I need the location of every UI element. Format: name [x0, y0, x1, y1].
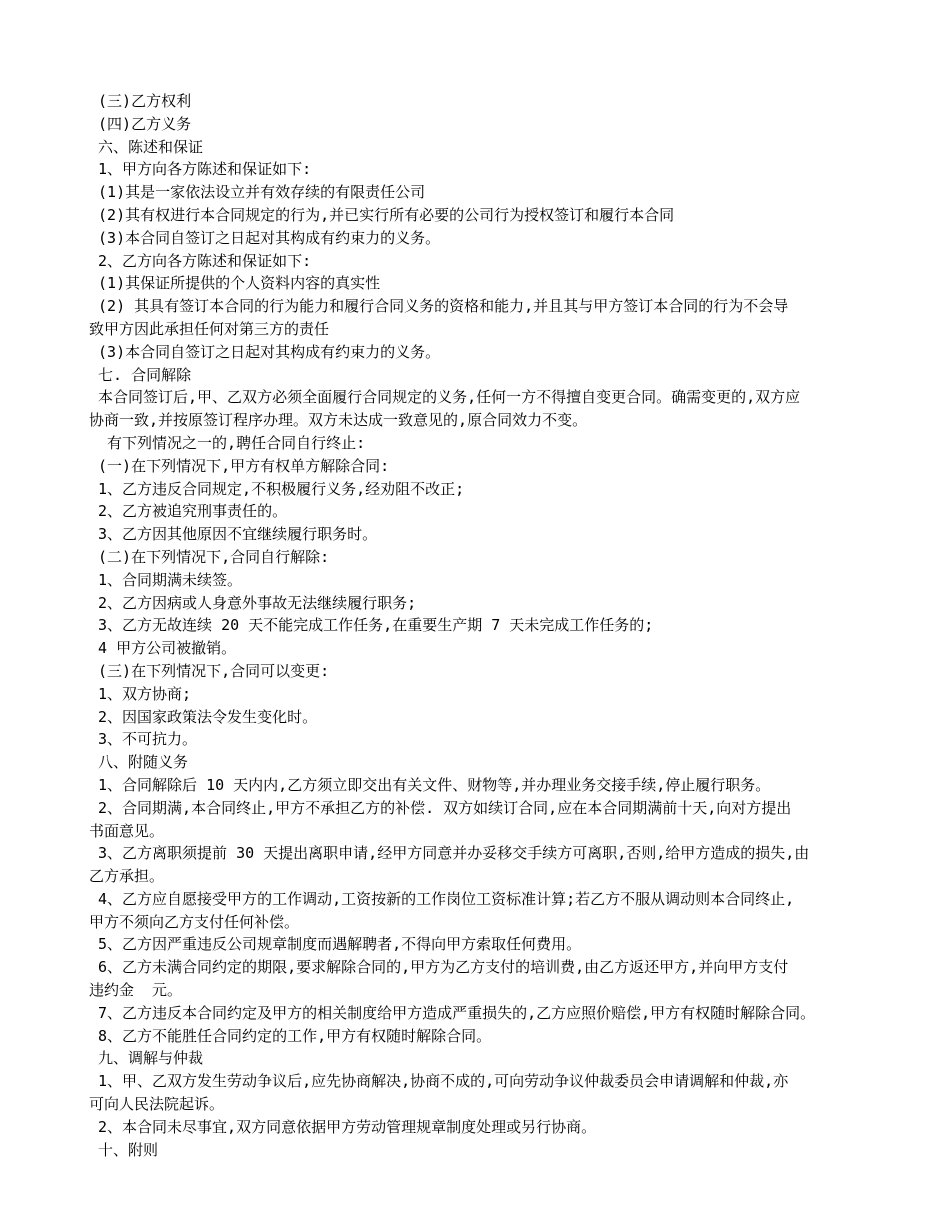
text-line: 2、乙方被追究刑事责任的。 [89, 502, 288, 521]
text-line: 7、乙方违反本合同约定及甲方的相关制度给甲方造成严重损失的,乙方应照价赔偿,甲方有权随时解除合同。 [89, 1003, 816, 1022]
text-line: (一)在下列情况下,甲方有权单方解除合同: [89, 456, 390, 475]
text-line: 有下列情况之一的,聘任合同自行终止: [89, 433, 366, 452]
text-line: (三)乙方权利 [89, 92, 192, 110]
text-line: 2、乙方向各方陈述和保证如下: [89, 251, 312, 270]
text-line: (3)本合同自签订之日起对其构成有约束力的义务。 [89, 228, 441, 247]
text-line: 1、合同解除后 10 天内内,乙方须立即交出有关文件、财物等,并办理业务交接手续,停止履行职务。 [89, 775, 771, 794]
text-line: (2) 其具有签订本合同的行为能力和履行合同义务的资格和能力,并且其与甲方签订本合同的行为不会导 [89, 297, 789, 316]
text-line: 1、双方协商; [89, 684, 192, 703]
text-line: 2、本合同未尽事宜,双方同意依据甲方劳动管理规章制度处理或另行协商。 [89, 1117, 597, 1136]
text-line: 甲方不须向乙方支付任何补偿。 [89, 912, 300, 931]
text-line: 致甲方因此承担任何对第三方的责任 [89, 319, 330, 338]
text-line: 协商一致,并按原签订程序办理。双方未达成一致意见的,原合同效力不变。 [89, 411, 588, 430]
text-line: 书面意见。 [89, 821, 165, 840]
text-line: 2、因国家政策法令发生变化时。 [89, 707, 318, 726]
section-heading: 六、陈述和保证 [89, 137, 204, 156]
text-line: (3)本合同自签订之日起对其构成有约束力的义务。 [89, 342, 441, 361]
text-line: 5、乙方因严重违反公司规章制度而遇解聘者,不得向甲方索取任何费用。 [89, 935, 582, 954]
text-line: 3、乙方离职须提前 30 天提出离职申请,经甲方同意并办妥移交手续方可离职,否则,给甲方造成的损失,由 [89, 844, 810, 863]
text-line: 8、乙方不能胜任合同约定的工作,甲方有权随时解除合同。 [89, 1026, 492, 1045]
text-line: 可向人民法院起诉。 [89, 1095, 225, 1114]
text-line: 6、乙方未满合同约定的期限,要求解除合同的,甲方为乙方支付的培训费,由乙方返还甲方,并向甲方支付 [89, 958, 789, 977]
text-line: 本合同签订后,甲、乙双方必须全面履行合同规定的义务,任何一方不得擅自变更合同。确需变更的,双方应 [89, 388, 801, 407]
text-line: (二)在下列情况下,合同自行解除: [89, 547, 330, 566]
text-line: (三)在下列情况下,合同可以变更: [89, 661, 330, 680]
section-heading: 十、附则 [89, 1140, 159, 1159]
section-heading: 八、附随义务 [89, 753, 189, 772]
text-line: 3、乙方因其他原因不宜继续履行职务时。 [89, 525, 378, 544]
text-line: (四)乙方义务 [89, 114, 192, 133]
text-line: 4 甲方公司被撤销。 [89, 639, 237, 658]
text-line: (2)其有权进行本合同规定的行为,并已实行所有必要的公司行为授权签订和履行本合同 [89, 205, 675, 224]
text-line: 2、乙方因病或人身意外事故无法继续履行职务; [89, 593, 417, 612]
text-line: (1)其保证所提供的个人资料内容的真实性 [89, 274, 381, 293]
section-heading: 七. 合同解除 [89, 365, 192, 384]
text-line: 违约金 元。 [89, 981, 183, 1000]
text-line: 2、合同期满,本合同终止,甲方不承担乙方的补偿. 双方如续订合同,应在本合同期满前十天,向对方提出 [89, 798, 792, 817]
text-line: 3、乙方无故连续 20 天不能完成工作任务,在重要生产期 7 天未完成工作任务的; [89, 616, 654, 635]
text-line: 1、甲方向各方陈述和保证如下: [89, 160, 312, 179]
text-line: 3、不可抗力。 [89, 730, 198, 749]
text-line: 1、乙方违反合同规定,不积极履行义务,经劝阻不改正; [89, 479, 465, 498]
document-body [89, 90, 871, 1161]
text-line: 1、合同期满未续签。 [89, 570, 243, 589]
text-line: 4、乙方应自愿接受甲方的工作调动,工资按新的工作岗位工资标准计算;若乙方不服从调动则本合同终止, [89, 889, 795, 908]
text-line: 1、甲、乙双方发生劳动争议后,应先协商解决,协商不成的,可向劳动争议仲裁委员会申请调解和仲裁,亦 [89, 1072, 789, 1091]
text-line: (1)其是一家依法设立并有效存续的有限责任公司 [89, 183, 426, 202]
section-heading: 九、调解与仲裁 [89, 1049, 204, 1068]
text-line: 乙方承担。 [89, 867, 165, 886]
